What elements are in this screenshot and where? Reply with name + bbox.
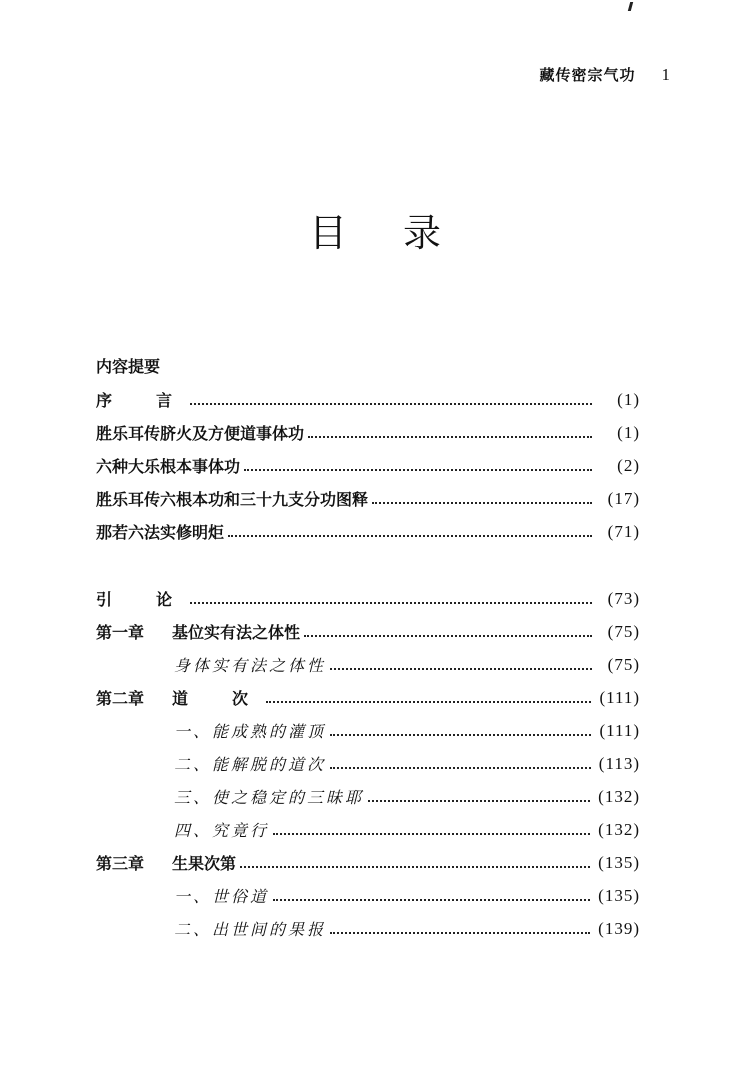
dot-leader bbox=[304, 635, 592, 637]
dot-leader bbox=[372, 502, 592, 504]
toc-chapter-3[interactable] bbox=[96, 846, 640, 879]
book-title: 藏传密宗气功 bbox=[539, 66, 636, 84]
dot-leader bbox=[190, 602, 592, 604]
toc-entry-page: (75) bbox=[607, 621, 640, 641]
toc-entry-page: (111) bbox=[599, 720, 640, 740]
toc-entry-label: 身体实有法之体性 bbox=[174, 656, 327, 675]
toc-entry-label: 胜乐耳传六根本功和三十九支分功图释 bbox=[96, 490, 369, 509]
toc-subentry[interactable] bbox=[96, 714, 640, 747]
dot-leader bbox=[330, 932, 590, 934]
toc-entry-label: 二、出世间的果报 bbox=[174, 920, 327, 939]
toc-entry-page: (139) bbox=[598, 918, 640, 938]
page-title-char-1: 目 bbox=[308, 211, 347, 255]
running-header bbox=[539, 64, 670, 85]
toc-entry-label: 序 言 bbox=[96, 391, 187, 410]
toc-entry[interactable] bbox=[96, 416, 640, 449]
toc-entry-page: (73) bbox=[607, 588, 640, 608]
dot-leader bbox=[273, 833, 590, 835]
toc-entry-page: (2) bbox=[617, 455, 640, 475]
toc-entry-label: 胜乐耳传脐火及方便道事体功 bbox=[96, 424, 305, 443]
toc-subentry[interactable] bbox=[96, 813, 640, 846]
section-gap bbox=[96, 548, 640, 582]
toc-entry-page: (135) bbox=[598, 852, 640, 872]
toc-entry-page: (1) bbox=[617, 422, 640, 442]
toc-entry-label: 引 论 bbox=[96, 590, 187, 609]
dot-leader bbox=[368, 800, 590, 802]
toc-entry-label: 生果次第 bbox=[172, 854, 237, 873]
toc-entry-label: 六种大乐根本事体功 bbox=[96, 457, 241, 476]
toc-subentry[interactable] bbox=[96, 648, 640, 681]
chapter-number: 第三章 bbox=[96, 854, 145, 873]
front-matter-label: 内容提要 bbox=[96, 357, 161, 376]
toc-entry-label: 二、能解脱的道次 bbox=[174, 755, 327, 774]
chapter-number: 第二章 bbox=[96, 689, 145, 708]
toc-entry-page: (71) bbox=[607, 521, 640, 541]
toc-subentry[interactable] bbox=[96, 780, 640, 813]
dot-leader bbox=[330, 767, 591, 769]
toc-entry-page: (111) bbox=[599, 687, 640, 707]
page-title bbox=[0, 202, 750, 257]
toc-entry-page: (135) bbox=[598, 885, 640, 905]
chapter-number: 第一章 bbox=[96, 623, 145, 642]
toc-chapter-1[interactable] bbox=[96, 615, 640, 648]
page-number: 1 bbox=[661, 65, 670, 84]
toc-entry-page: (113) bbox=[598, 753, 640, 773]
dot-leader bbox=[308, 436, 592, 438]
toc-entry-label: 四、究竟行 bbox=[174, 821, 270, 840]
toc-entry-label: 道 次 bbox=[172, 689, 263, 708]
toc-entry-preface[interactable] bbox=[96, 383, 640, 416]
dot-leader bbox=[244, 469, 592, 471]
toc-entry-label: 那若六法实修明炬 bbox=[96, 523, 225, 542]
table-of-contents bbox=[96, 350, 640, 945]
toc-entry-label: 三、使之稳定的三昧耶 bbox=[174, 788, 365, 807]
dot-leader bbox=[240, 866, 590, 868]
toc-entry-label: 基位实有法之体性 bbox=[172, 623, 301, 642]
dot-leader bbox=[330, 734, 591, 736]
toc-entry-page: (75) bbox=[607, 654, 640, 674]
toc-subentry[interactable] bbox=[96, 879, 640, 912]
dot-leader bbox=[266, 701, 591, 703]
dot-leader bbox=[330, 668, 592, 670]
toc-subentry[interactable] bbox=[96, 747, 640, 780]
toc-entry-page: (132) bbox=[598, 819, 640, 839]
scan-mark bbox=[628, 2, 633, 11]
toc-entry[interactable] bbox=[96, 482, 640, 515]
toc-entry[interactable] bbox=[96, 449, 640, 482]
toc-entry-page: (132) bbox=[598, 786, 640, 806]
toc-chapter-2[interactable] bbox=[96, 681, 640, 714]
dot-leader bbox=[273, 899, 590, 901]
toc-entry[interactable] bbox=[96, 515, 640, 548]
toc-entry-page: (1) bbox=[617, 389, 640, 409]
toc-entry-label: 一、世俗道 bbox=[174, 887, 270, 906]
page-title-char-2: 录 bbox=[403, 211, 442, 255]
dot-leader bbox=[228, 535, 592, 537]
toc-entry-introduction[interactable] bbox=[96, 582, 640, 615]
toc-entry-page: (17) bbox=[607, 488, 640, 508]
dot-leader bbox=[190, 403, 592, 405]
toc-entry-label: 一、能成熟的灌顶 bbox=[174, 722, 327, 741]
toc-subentry[interactable] bbox=[96, 912, 640, 945]
